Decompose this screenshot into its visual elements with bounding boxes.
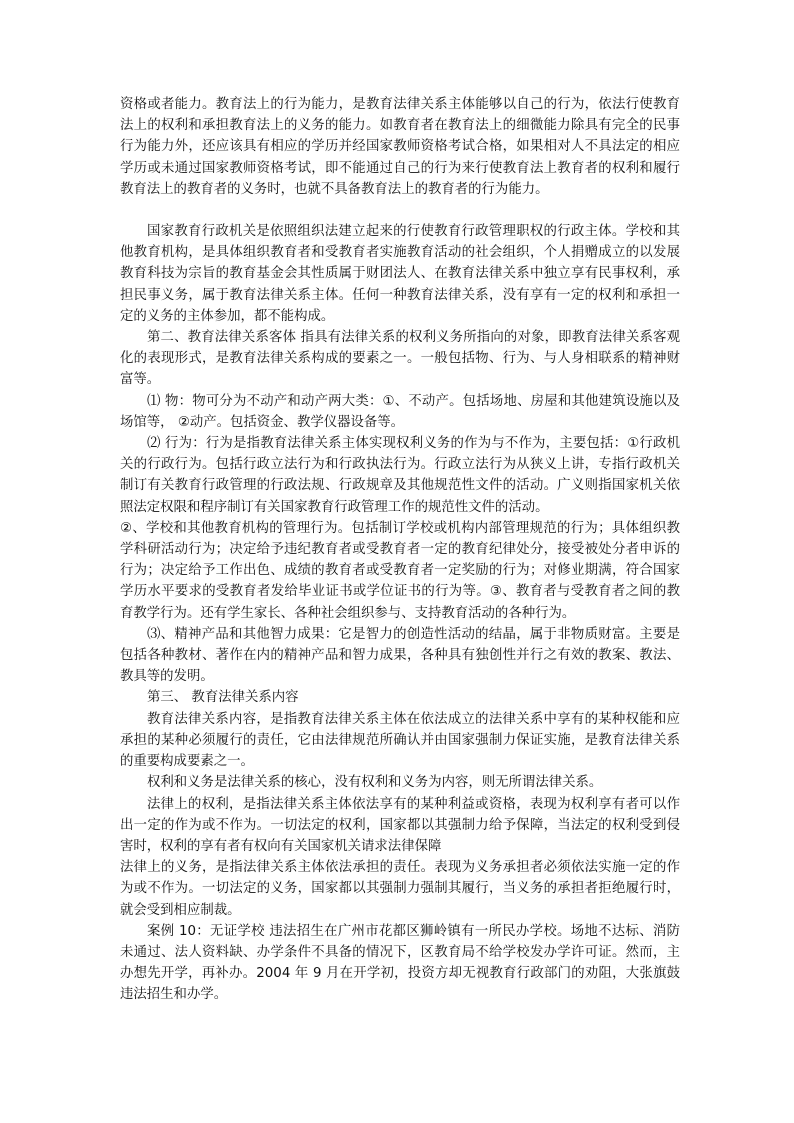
paragraph-school-acts: ②、学校和其他教育机构的管理行为。包括制订学校或机构内部管理规范的行为；具体组织教学科研活动行为；决定给予违纪教育者或受教育者一定的教育纪律处分，接受被处分者申诉的行为；决定给予工作出色、成绩的教育者或受教育者一定奖励的行为；对修业期满，符合国家学历水平要求的受教育者发给毕业证书或学位证书的行为等。③、教育者与受教育者之间的教育教学行为。还有学生家长、各种社会组织参与、支持教育活动的各种行为。 — [120, 520, 680, 621]
paragraph-things: ⑴ 物：物可分为不动产和动产两大类：①、不动产。包括场地、房屋和其他建筑设施以及场馆等， ②动产。包括资金、教学仪器设备等。 — [120, 393, 680, 430]
paragraph-rights: 法律上的权利，是指法律关系主体依法享有的某种利益或资格，表现为权利享有者可以作出一定的作为或不作为。一切法定的权利，国家都以其强制力给予保障，当法定的权利受到侵害时，权利的享有者有权向有关国家机关请求法律保障 — [120, 796, 680, 854]
paragraph-intellectual: ⑶、精神产品和其他智力成果：它是智力的创造性活动的结晶，属于非物质财富。主要是包括各种教材、著作在内的精神产品和智力成果，各种具有独创性并行之有效的教案、教法、教具等的发明。 — [120, 626, 680, 685]
paragraph-content-def: 教育法律关系内容，是指教育法律关系主体在依法成立的法律关系中享有的某种权能和应承担的某种必须履行的责任，它由法律规范所确认并由国家强制力保证实施，是教育法律关系的重要构成要素之一。 — [120, 711, 680, 770]
paragraph-case-10: 案例 10：无证学校 违法招生在广州市花都区狮岭镇有一所民办学校。场地不达标、消防未通过、法人资料缺、办学条件不具备的情况下，区教育局不给学校发办学许可证。然而，主办想先开学，再补办。2004 年 9 月在开学初，投资方却无视教育行政部门的劝阻，大张旗鼓违法招生和办学。 — [120, 923, 680, 1003]
paragraph-object-heading: 第二、教育法律关系客体 指具有法律关系的权利义务所指向的对象，即教育法律关系客观化的表现形式，是教育法律关系构成的要素之一。一般包括物、行为、与人身相联系的精神财富等。 — [120, 330, 680, 388]
paragraph-duties: 法律上的义务，是指法律关系主体依法承担的责任。表现为义务承担者必须依法实施一定的作为或不作为。一切法定的义务，国家都以其强制力强制其履行，当义务的承担者拒绝履行时，就会受到相应制裁。 — [120, 860, 680, 918]
paragraph-core: 权利和义务是法律关系的核心，没有权利和义务为内容，则无所谓法律关系。 — [147, 775, 603, 791]
section-heading-content: 第三、 教育法律关系内容 — [147, 690, 299, 706]
document-page — [120, 94, 680, 1006]
paragraph-gap — [120, 200, 680, 221]
paragraph-acts: ⑵ 行为：行为是指教育法律关系主体实现权利义务的作为与不作为，主要包括：①行政机关的行政行为。包括行政立法行为和行政执法行为。行政立法行为从狭义上讲，专指行政机关制订有关教育行政管理的行政法规、行政规章及其他规范性文件的活动。广义则指国家机关依照法定权限和程序制订有关国家教育行政管理工作的规范性文件的活动。 — [120, 436, 680, 515]
paragraph-subjects: 国家教育行政机关是依照组织法建立起来的行使教育行政管理职权的行政主体。学校和其他教育机构，是具体组织教育者和受教育者实施教育活动的社会组织，个人捐赠成立的以发展教育科技为宗旨的教育基金会其性质属于财团法人、在教育法律关系中独立享有民事权利，承担民事义务，属于教育法律关系主体。任何一种教育法律关系，没有享有一定的权利和承担一定的义务的主体参加，都不能构成。 — [120, 224, 680, 324]
paragraph-capacity: 资格或者能力。教育法上的行为能力，是教育法律关系主体能够以自己的行为，依法行使教育法上的权利和承担教育法上的义务的能力。如教育者在教育法上的细微能力除具有完全的民事行为能力外，还应该具有相应的学历并经国家教师资格考试合格，如果相对人不具法定的相应学历或未通过国家教师资格考试，即不能通过自己的行为来行使教育法上教育者的权利和履行教育法上的教育者的义务时，也就不具备教育法上的教育者的行为能力。 — [120, 97, 680, 197]
